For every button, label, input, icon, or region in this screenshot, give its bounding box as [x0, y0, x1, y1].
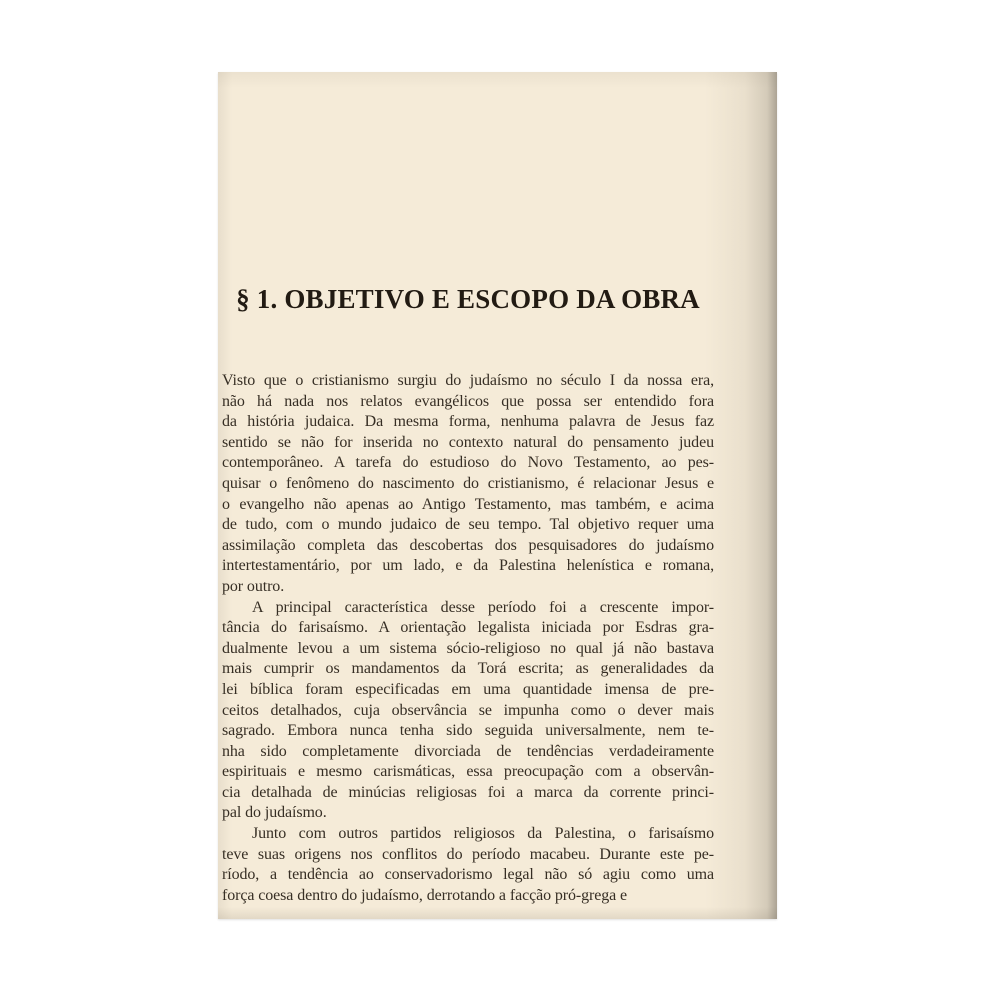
text-line: lei bíblica foram especificadas em uma quantidade imensa de pre-: [222, 680, 714, 698]
text-line: não há nada nos relatos evangélicos que possa ser entendido fora: [222, 392, 714, 410]
text-line: cia detalhada de minúcias religiosas foi a marca da corrente princi-: [222, 783, 714, 801]
text-line: mais cumprir os mandamentos da Torá escrita; as generalidades da: [222, 660, 714, 678]
text-line: tância do farisaísmo. A orientação legalista iniciada por Esdras gra-: [222, 619, 714, 637]
text-line: sagrado. Embora nunca tenha sido seguida universalmente, nem te-: [222, 722, 714, 740]
text-line: espirituais e mesmo carismáticas, essa preocupação com a observân-: [222, 763, 714, 781]
text-line: Visto que o cristianismo surgiu do judaísmo no século I da nossa era,: [222, 372, 714, 389]
text-line: por outro.: [222, 577, 285, 595]
text-line: ceitos detalhados, cuja observância se impunha como o dever mais: [222, 701, 714, 719]
text-line: de tudo, com o mundo judaico de seu tempo. Tal objetivo requer uma: [222, 516, 714, 534]
section-heading: § 1. OBJETIVO E ESCOPO DA OBRA: [236, 284, 700, 314]
book-page: [218, 72, 777, 919]
text-line: ríodo, a tendência ao conservadorismo legal não só agiu como uma: [222, 866, 714, 884]
text-line: teve suas origens nos conflitos do período macabeu. Durante este pe-: [222, 845, 714, 863]
text-line: da história judaica. Da mesma forma, nenhuma palavra de Jesus faz: [222, 413, 714, 431]
text-line: contemporâneo. A tarefa do estudioso do Novo Testamento, ao pes-: [222, 454, 714, 472]
text-line: A principal característica desse período foi a crescente impor-: [252, 598, 714, 616]
text-line: assimilação completa das descobertas dos pesquisadores do judaísmo: [222, 536, 714, 554]
text-line: o evangelho não apenas ao Antigo Testamento, mas também, e acima: [222, 495, 714, 513]
text-line: nha sido completamente divorciada de tendências verdadeiramente: [222, 742, 714, 760]
text-line: quisar o fenômeno do nascimento do cristianismo, é relacionar Jesus e: [222, 474, 714, 492]
text-line: força coesa dentro do judaísmo, derrotando a facção pró-grega e: [222, 886, 628, 904]
body-paragraphs: [222, 371, 714, 906]
text-line: pal do judaísmo.: [222, 804, 327, 822]
text-line: sentido se não for inserida no contexto natural do pensamento judeu: [222, 433, 714, 451]
text-line: intertestamentário, por um lado, e da Palestina helenística e romana,: [222, 557, 714, 575]
text-line: Junto com outros partidos religiosos da Palestina, o farisaísmo: [252, 825, 714, 843]
text-line: dualmente levou a um sistema sócio-religioso no qual já não bastava: [222, 639, 714, 657]
